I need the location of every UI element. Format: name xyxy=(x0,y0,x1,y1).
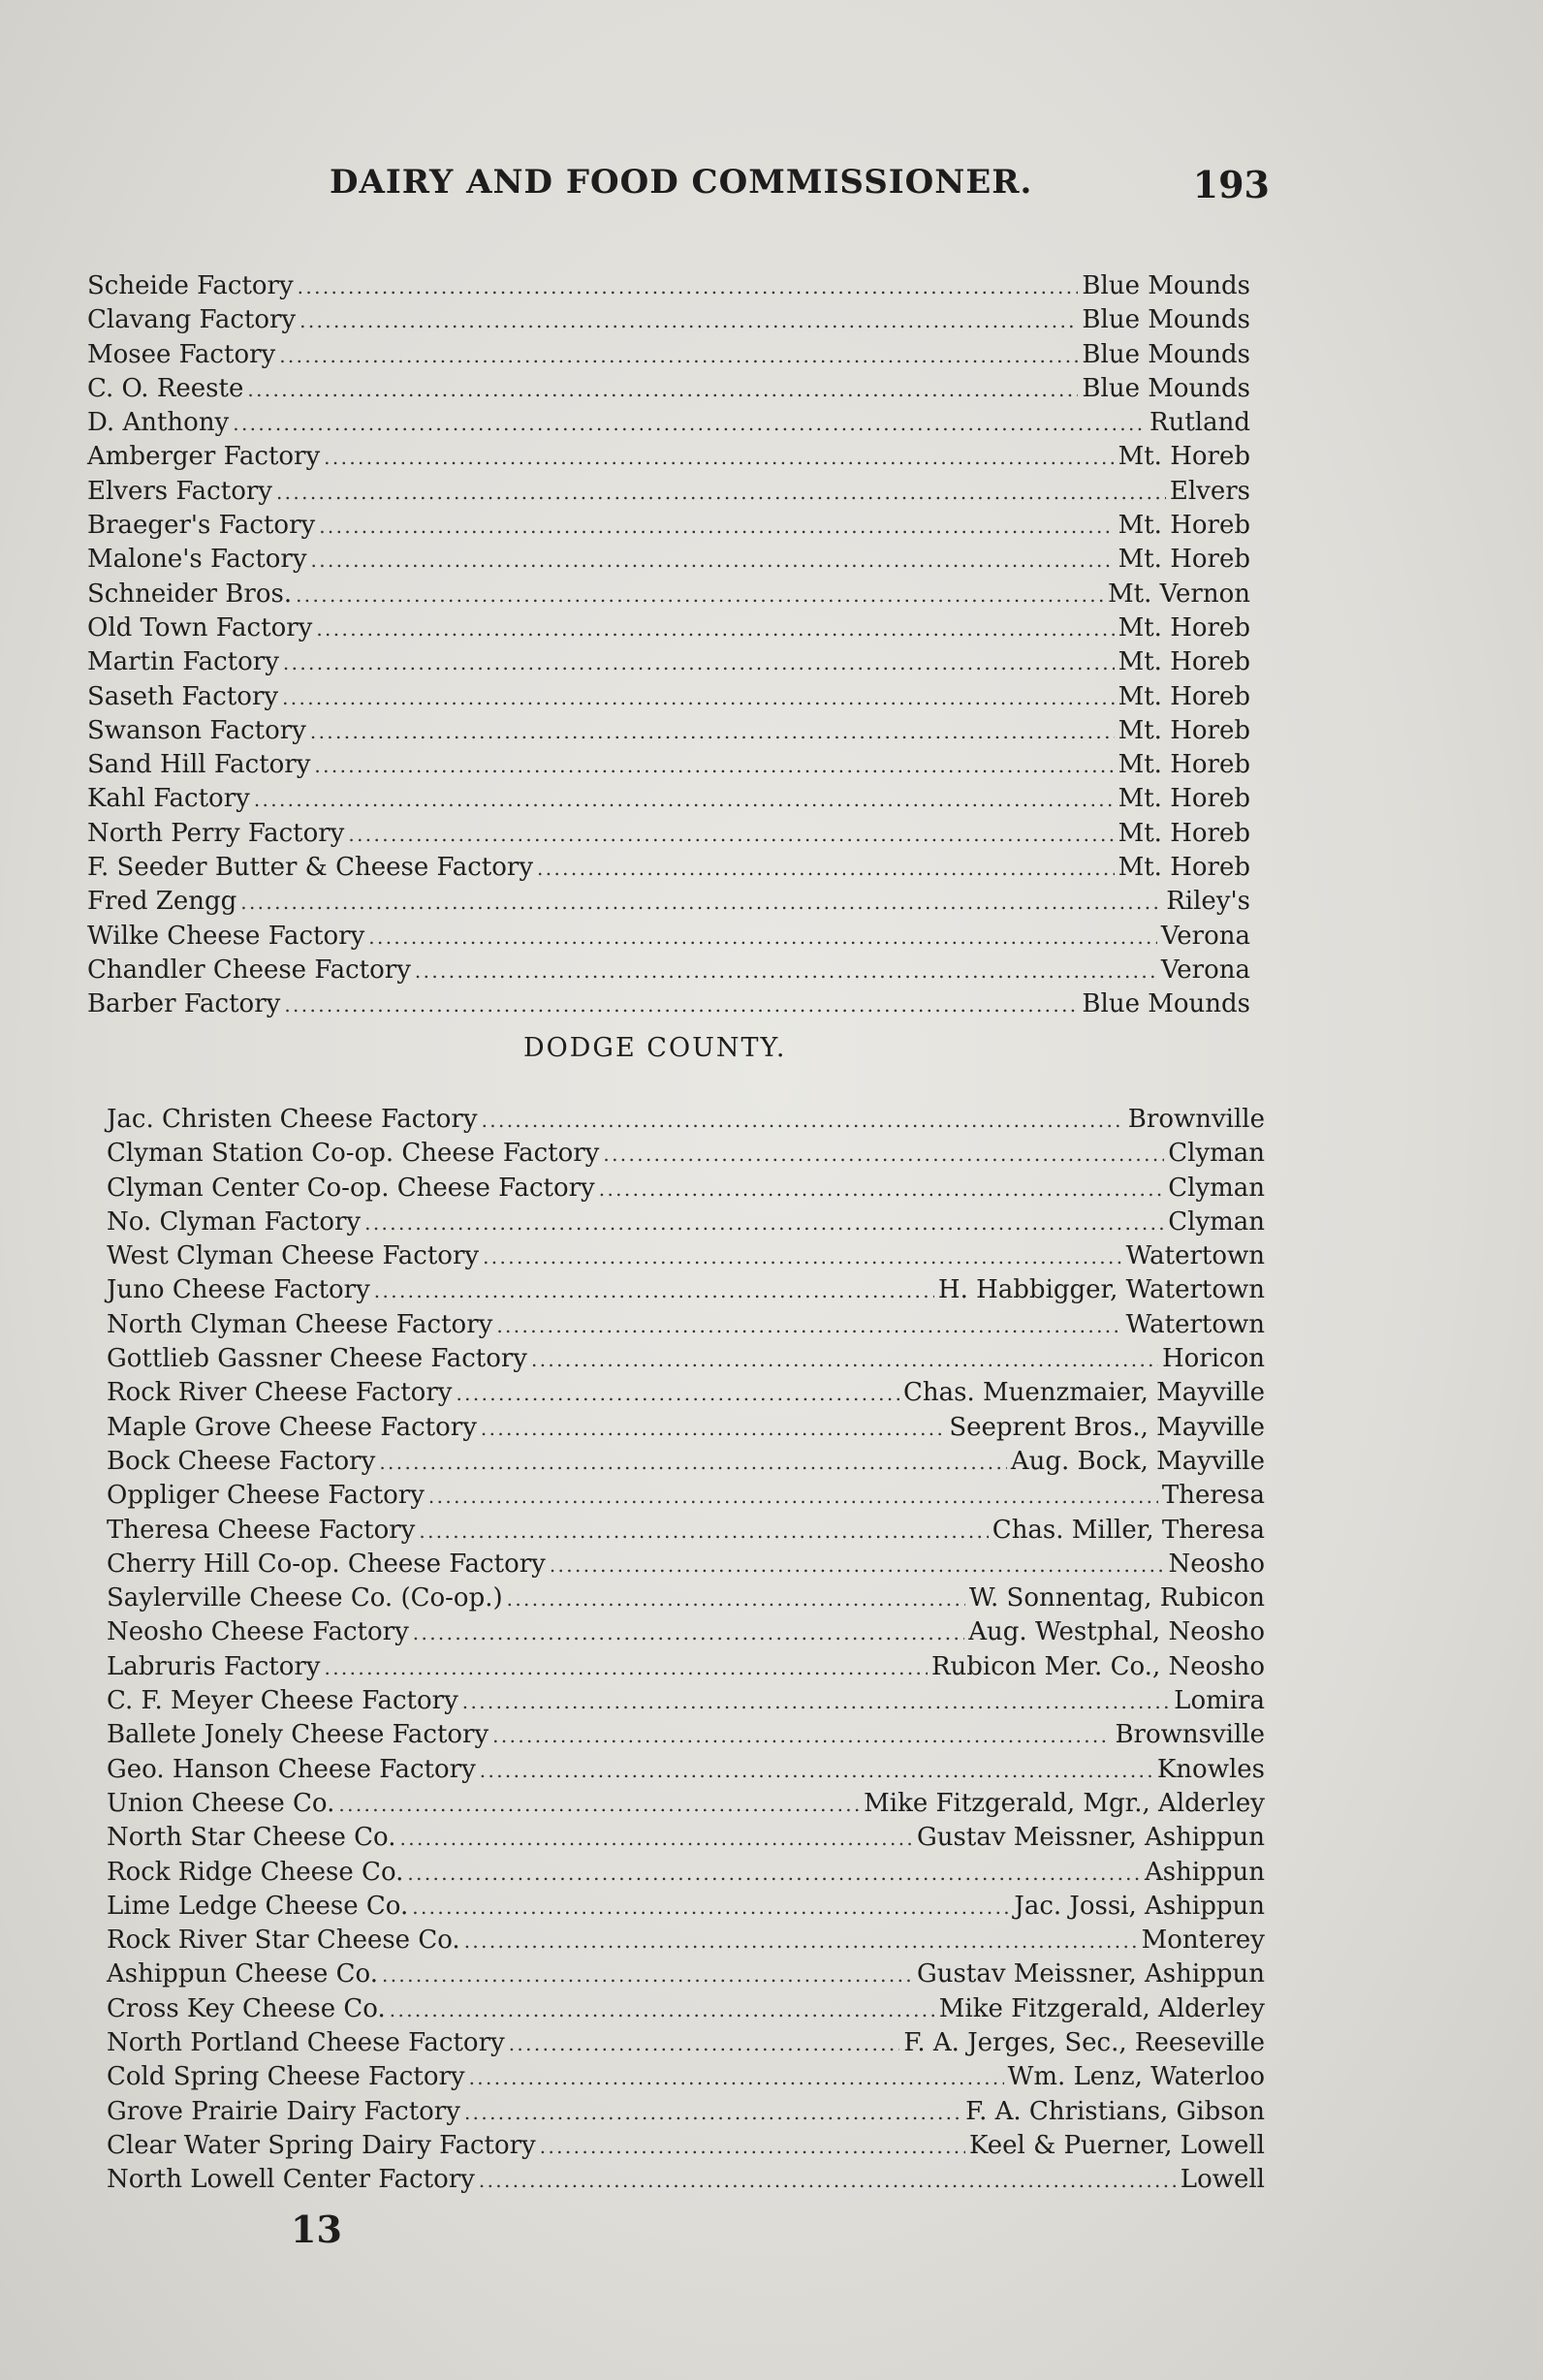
factory-name: Gottlieb Gassner Cheese Factory xyxy=(107,1344,527,1374)
dot-leader xyxy=(462,1685,1170,1719)
factory-name: Old Town Factory xyxy=(87,612,313,642)
factory-name: Bock Cheese Factory xyxy=(107,1446,376,1476)
page-header xyxy=(330,163,1299,221)
list-item xyxy=(107,2095,1265,2129)
dot-leader xyxy=(299,304,1078,338)
list-item xyxy=(107,2129,1265,2163)
factory-location: Mt. Horeb xyxy=(1118,818,1250,848)
factory-name: Jac. Christen Cheese Factory xyxy=(107,1105,478,1134)
factory-location: Keel & Puerner, Lowell xyxy=(969,2130,1265,2160)
dot-leader xyxy=(537,852,1115,886)
factory-name: Cherry Hill Co-op. Cheese Factory xyxy=(107,1549,546,1579)
factory-name: Grove Prairie Dairy Factory xyxy=(107,2096,460,2126)
dot-leader xyxy=(507,1582,965,1616)
factory-location: Mt. Horeb xyxy=(1118,545,1250,575)
factory-location: Mt. Horeb xyxy=(1118,612,1250,642)
factory-name: Mosee Factory xyxy=(87,339,276,369)
factory-name: Labruris Factory xyxy=(107,1651,321,1681)
dot-leader xyxy=(599,1173,1164,1206)
dot-leader xyxy=(325,1651,928,1685)
dot-leader xyxy=(482,1104,1124,1138)
list-item xyxy=(107,1787,1265,1821)
list-item xyxy=(87,748,1250,782)
factory-location: Mt. Horeb xyxy=(1118,715,1250,745)
dot-leader xyxy=(382,1958,913,1992)
factory-location: Mike Fitzgerald, Alderley xyxy=(938,1993,1265,2023)
factory-location: Mt. Horeb xyxy=(1118,681,1250,711)
factory-location: Clyman xyxy=(1168,1139,1265,1169)
factory-location: Blue Mounds xyxy=(1082,305,1250,335)
dot-leader xyxy=(390,1993,935,2027)
list-item xyxy=(107,1615,1265,1649)
list-item xyxy=(107,2026,1265,2060)
dot-leader xyxy=(233,407,1146,441)
dot-leader xyxy=(374,1274,934,1308)
factory-name: Braeger's Factory xyxy=(87,511,316,541)
list-item xyxy=(87,509,1250,543)
factory-location: Blue Mounds xyxy=(1082,989,1250,1019)
list-item xyxy=(87,338,1250,372)
dot-leader xyxy=(603,1138,1164,1172)
factory-name: Elvers Factory xyxy=(87,476,272,506)
dot-leader xyxy=(282,681,1115,715)
list-item xyxy=(107,1992,1265,2026)
factory-location: Brownsville xyxy=(1115,1720,1265,1750)
factory-name: Swanson Factory xyxy=(87,715,306,745)
factory-name: North Perry Factory xyxy=(87,818,345,848)
list-item xyxy=(107,1239,1265,1273)
dot-leader xyxy=(496,1309,1121,1343)
list-item xyxy=(107,1273,1265,1307)
list-item xyxy=(87,987,1250,1021)
list-item xyxy=(107,1103,1265,1137)
list-item xyxy=(87,954,1250,987)
dot-leader xyxy=(310,715,1115,749)
dot-leader xyxy=(283,646,1115,680)
dot-leader xyxy=(479,2164,1177,2198)
list-item xyxy=(87,578,1250,611)
dot-leader xyxy=(314,749,1114,783)
dot-leader xyxy=(316,612,1114,646)
factory-location: Lomira xyxy=(1174,1686,1265,1716)
factory-name: North Clyman Cheese Factory xyxy=(107,1309,493,1339)
dot-leader xyxy=(492,1719,1111,1753)
factory-location: Mt. Vernon xyxy=(1108,579,1250,609)
dot-leader xyxy=(419,1515,988,1549)
list-item xyxy=(87,920,1250,954)
factory-location: Mt. Horeb xyxy=(1118,442,1250,472)
factory-location: Mt. Horeb xyxy=(1118,784,1250,814)
list-item xyxy=(107,1718,1265,1752)
factory-location: Mt. Horeb xyxy=(1118,750,1250,780)
factory-name: Neosho Cheese Factory xyxy=(107,1617,409,1647)
dot-leader xyxy=(407,1857,1141,1891)
list-item xyxy=(107,1684,1265,1718)
factory-location: Mt. Horeb xyxy=(1118,511,1250,541)
list-item xyxy=(87,475,1250,509)
list-item xyxy=(87,680,1250,714)
list-item xyxy=(107,1445,1265,1479)
factory-name: Saseth Factory xyxy=(87,681,279,711)
factory-name: D. Anthony xyxy=(87,408,230,438)
factory-name: Schneider Bros. xyxy=(87,579,293,609)
factory-location: H. Habbigger, Watertown xyxy=(937,1275,1265,1305)
factory-name: Clyman Center Co-op. Cheese Factory xyxy=(107,1173,595,1203)
factory-name: Malone's Factory xyxy=(87,545,307,575)
list-item xyxy=(87,817,1250,851)
factory-name: Clyman Station Co-op. Cheese Factory xyxy=(107,1139,600,1169)
list-item xyxy=(107,1342,1265,1376)
factory-name: Cold Spring Cheese Factory xyxy=(107,2062,465,2092)
factory-location: Mt. Horeb xyxy=(1118,853,1250,883)
dot-leader xyxy=(540,2130,965,2164)
factory-location: Clyman xyxy=(1168,1206,1265,1237)
list-item xyxy=(87,303,1250,337)
factory-name: Geo. Hanson Cheese Factory xyxy=(107,1754,476,1784)
factory-location: Watertown xyxy=(1125,1309,1265,1339)
list-item xyxy=(87,611,1250,645)
dot-leader xyxy=(415,955,1157,988)
dot-leader xyxy=(364,1206,1164,1240)
factory-location: Chas. Miller, Theresa xyxy=(992,1515,1265,1545)
dot-leader xyxy=(348,818,1114,852)
factory-name: Scheide Factory xyxy=(87,271,294,300)
factory-name: No. Clyman Factory xyxy=(107,1206,362,1237)
list-item xyxy=(87,714,1250,748)
list-item xyxy=(107,1514,1265,1548)
dot-leader xyxy=(284,988,1078,1022)
dot-leader xyxy=(464,2096,961,2130)
factory-location: Verona xyxy=(1160,921,1250,951)
list-item xyxy=(107,1411,1265,1445)
factory-location: Blue Mounds xyxy=(1082,339,1250,369)
list-item xyxy=(107,1548,1265,1581)
factory-location: Knowles xyxy=(1156,1754,1265,1784)
factory-name: Oppliger Cheese Factory xyxy=(107,1481,425,1511)
list-item xyxy=(87,851,1250,885)
factory-location: Jac. Jossi, Ashippun xyxy=(1014,1891,1265,1921)
list-item xyxy=(87,440,1250,474)
factory-name: F. Seeder Butter & Cheese Factory xyxy=(87,853,534,883)
factory-location: Chas. Muenzmaier, Mayville xyxy=(902,1378,1265,1408)
dot-leader xyxy=(379,1446,1007,1480)
list-item xyxy=(87,782,1250,816)
page-number: 193 xyxy=(1192,163,1270,206)
factory-name: West Clyman Cheese Factory xyxy=(107,1241,480,1271)
factory-location: Verona xyxy=(1160,955,1250,985)
factory-name: Clavang Factory xyxy=(87,305,297,335)
list-item xyxy=(87,372,1250,406)
factory-location: Blue Mounds xyxy=(1082,271,1250,300)
factory-name: Theresa Cheese Factory xyxy=(107,1515,416,1545)
list-item xyxy=(107,1890,1265,1924)
factory-location: Blue Mounds xyxy=(1082,373,1250,403)
list-item xyxy=(107,1308,1265,1342)
factory-location: Neosho xyxy=(1168,1549,1265,1579)
dot-leader xyxy=(298,270,1079,304)
dot-leader xyxy=(480,1754,1153,1788)
factory-name: Ballete Jonely Cheese Factory xyxy=(107,1720,489,1750)
list-item xyxy=(107,1856,1265,1890)
factory-name: Rock Ridge Cheese Co. xyxy=(107,1857,404,1887)
factory-location: Aug. Bock, Mayville xyxy=(1010,1446,1265,1476)
list-item xyxy=(87,269,1250,303)
dot-leader xyxy=(324,441,1114,475)
list-item xyxy=(107,1581,1265,1615)
factory-location: Monterey xyxy=(1141,1926,1265,1956)
dot-leader xyxy=(456,1377,899,1411)
factory-location: Rutland xyxy=(1149,408,1250,438)
dane-factory-list xyxy=(87,269,1250,1022)
dot-leader xyxy=(276,476,1166,510)
factory-name: Martin Factory xyxy=(87,647,279,677)
factory-location: Seeprent Bros., Mayville xyxy=(949,1412,1265,1442)
factory-name: Ashippun Cheese Co. xyxy=(107,1959,378,1989)
factory-name: Fred Zengg xyxy=(87,887,237,917)
dot-leader xyxy=(296,579,1104,612)
list-item xyxy=(107,1137,1265,1171)
factory-location: Mt. Horeb xyxy=(1118,647,1250,677)
list-item xyxy=(107,1650,1265,1684)
running-title: DAIRY AND FOOD COMMISSIONER. xyxy=(330,163,1033,202)
list-item xyxy=(107,1376,1265,1410)
factory-location: Horicon xyxy=(1161,1344,1265,1374)
factory-location: Rubicon Mer. Co., Neosho xyxy=(930,1651,1265,1681)
dot-leader xyxy=(319,510,1114,544)
factory-location: Aug. Westphal, Neosho xyxy=(968,1617,1265,1647)
list-item xyxy=(107,1924,1265,1957)
factory-name: Union Cheese Co. xyxy=(107,1788,335,1818)
factory-location: Brownville xyxy=(1127,1105,1265,1134)
dot-leader xyxy=(400,1822,914,1856)
dodge-factory-list xyxy=(107,1103,1265,2198)
factory-name: North Star Cheese Co. xyxy=(107,1823,396,1853)
dot-leader xyxy=(254,783,1115,817)
factory-name: North Portland Cheese Factory xyxy=(107,2028,505,2058)
list-item xyxy=(107,1172,1265,1206)
factory-location: Theresa xyxy=(1161,1481,1265,1511)
dot-leader xyxy=(428,1480,1158,1514)
list-item xyxy=(87,885,1250,919)
factory-location: Gustav Meissner, Ashippun xyxy=(917,1823,1265,1853)
factory-name: North Lowell Center Factory xyxy=(107,2165,475,2195)
factory-name: Clear Water Spring Dairy Factory xyxy=(107,2130,536,2160)
list-item xyxy=(107,1753,1265,1787)
dot-leader xyxy=(481,1412,945,1446)
dot-leader xyxy=(413,1616,964,1650)
list-item xyxy=(87,543,1250,577)
factory-location: Watertown xyxy=(1125,1241,1265,1271)
factory-name: Rock River Cheese Factory xyxy=(107,1378,453,1408)
dot-leader xyxy=(279,339,1078,373)
factory-location: Mike Fitzgerald, Mgr., Alderley xyxy=(864,1788,1265,1818)
factory-location: F. A. Jerges, Sec., Reeseville xyxy=(903,2028,1265,2058)
factory-name: Wilke Cheese Factory xyxy=(87,921,365,951)
dot-leader xyxy=(240,886,1162,920)
factory-name: Chandler Cheese Factory xyxy=(87,955,411,985)
factory-name: Maple Grove Cheese Factory xyxy=(107,1412,477,1442)
section-heading-dodge-county: DODGE COUNTY. xyxy=(523,1033,787,1063)
dot-leader xyxy=(483,1240,1122,1274)
dot-leader xyxy=(550,1549,1165,1582)
factory-location: Wm. Lenz, Waterloo xyxy=(1007,2062,1265,2092)
list-item xyxy=(107,1206,1265,1239)
signature-mark: 13 xyxy=(291,2208,342,2251)
factory-location: W. Sonnentag, Rubicon xyxy=(968,1583,1265,1613)
dot-leader xyxy=(464,1925,1138,1958)
list-item xyxy=(107,1957,1265,1991)
factory-name: Sand Hill Factory xyxy=(87,750,311,780)
factory-name: C. F. Meyer Cheese Factory xyxy=(107,1686,458,1716)
dot-leader xyxy=(469,2061,1004,2095)
factory-location: Lowell xyxy=(1180,2165,1265,2195)
dot-leader xyxy=(531,1343,1158,1377)
list-item xyxy=(107,2163,1265,2197)
list-item xyxy=(107,1821,1265,1855)
factory-name: Lime Ledge Cheese Co. xyxy=(107,1891,409,1921)
dot-leader xyxy=(412,1891,1010,1925)
dot-leader xyxy=(368,921,1157,955)
factory-location: Clyman xyxy=(1168,1173,1265,1203)
factory-name: Rock River Star Cheese Co. xyxy=(107,1926,460,1956)
factory-name: C. O. Reeste xyxy=(87,373,244,403)
list-item xyxy=(107,2060,1265,2094)
dot-leader xyxy=(509,2027,900,2061)
factory-location: Elvers xyxy=(1169,476,1250,506)
factory-name: Juno Cheese Factory xyxy=(107,1275,370,1305)
dot-leader xyxy=(311,544,1115,578)
factory-location: F. A. Christians, Gibson xyxy=(965,2096,1265,2126)
factory-name: Amberger Factory xyxy=(87,442,321,472)
factory-location: Ashippun xyxy=(1145,1857,1265,1887)
factory-name: Kahl Factory xyxy=(87,784,250,814)
factory-name: Cross Key Cheese Co. xyxy=(107,1993,386,2023)
list-item xyxy=(87,645,1250,679)
factory-name: Saylerville Cheese Co. (Co-op.) xyxy=(107,1583,503,1613)
list-item xyxy=(107,1479,1265,1513)
list-item xyxy=(87,406,1250,440)
dot-leader xyxy=(338,1788,860,1822)
factory-name: Barber Factory xyxy=(87,989,281,1019)
factory-location: Gustav Meissner, Ashippun xyxy=(917,1959,1265,1989)
dot-leader xyxy=(247,373,1078,407)
factory-location: Riley's xyxy=(1166,887,1250,917)
